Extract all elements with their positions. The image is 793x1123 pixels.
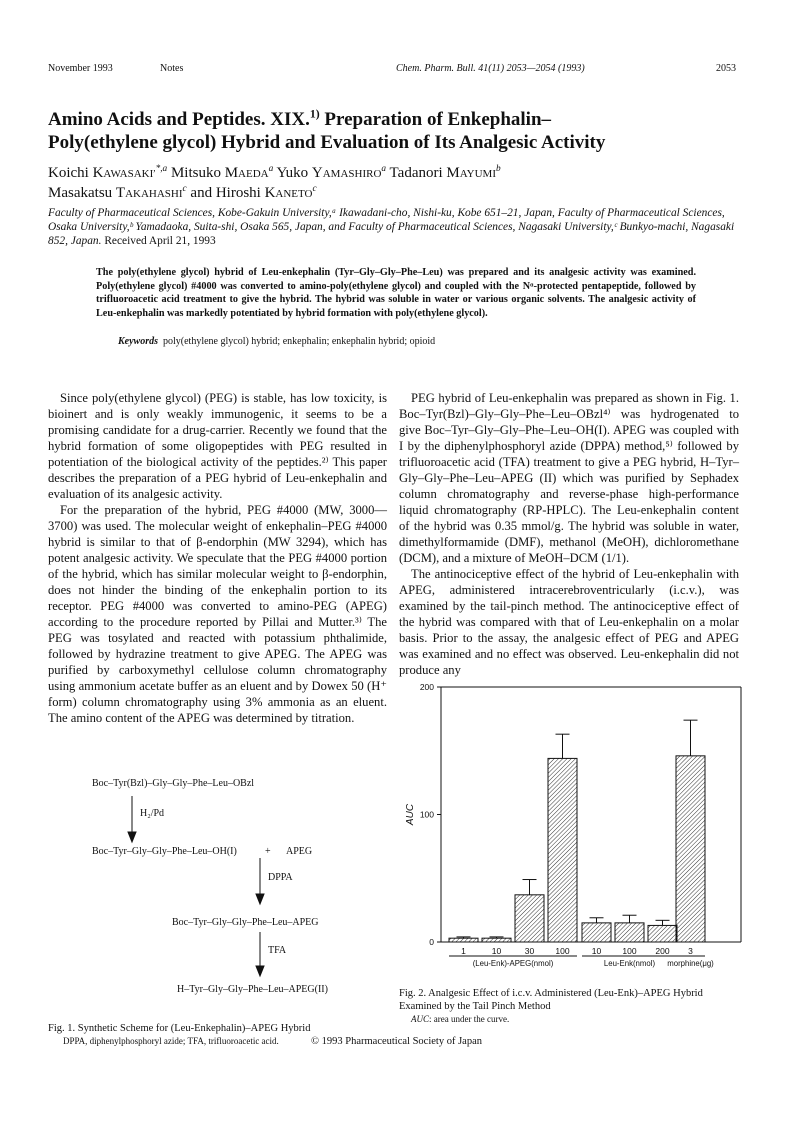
body-paragraph: The antinociceptive effect of the hybrid of Leu-enkephalin with APEG, administered intracerebroventricularly (i.c.v.), was examined by the tail-pinch method. The antinociceptive effect of the hybrid was compared with that of Leu-enkephalin on a molar basis. Prior to the assay, the analgesic effect of PEG and APEG was examined and no effect was observed. Leu-enkephalin did not produce any	[399, 567, 739, 677]
figure-1-caption: Fig. 1. Synthetic Scheme for (Leu-Enkephalin)–APEG Hybrid	[48, 1023, 311, 1034]
author-last-name: Yamashiro	[311, 165, 382, 181]
author-affiliation-mark: ,*,a	[153, 164, 168, 174]
author-last-name: Mayumi	[446, 165, 496, 181]
author-first-name: Tadanori	[389, 165, 447, 181]
scheme-step4: H–Tyr–Gly–Gly–Phe–Leu–APEG(II)	[177, 984, 328, 995]
scheme-apeg: APEG	[286, 846, 313, 857]
author-affiliation-mark: c	[182, 184, 187, 194]
scheme-step2: Boc–Tyr–Gly–Gly–Phe–Leu–OH(I)	[92, 846, 237, 857]
x-tick-label: 30	[524, 946, 535, 956]
bar	[676, 756, 705, 942]
author-first-name: Masakatsu	[48, 185, 116, 201]
body-left-column	[48, 390, 387, 726]
author-name	[390, 165, 501, 181]
bar	[582, 923, 611, 942]
x-tick-label: 10	[491, 946, 502, 956]
header-section: Notes	[160, 63, 184, 74]
group-label: morphine(μg)	[667, 959, 714, 968]
author-name	[276, 165, 386, 181]
author-affiliation-mark: a	[381, 164, 387, 174]
title-line1: Amino Acids and Peptides. XIX.	[48, 109, 310, 130]
body-paragraph: Since poly(ethylene glycol) (PEG) is stable, has low toxicity, is bioinert and is only weakly immunogenic, it seems to be a promising candidate for a drug-carrier. Recently we found that the hybrid formation of some oligopeptides with PEG resulted in potentiation of the biological activity of the peptides.²⁾ This paper describes the preparation of a PEG hybrid of Leu-enkephalin and evaluation of its analgesic activity.	[48, 391, 387, 501]
x-tick-label: 200	[655, 946, 670, 956]
x-tick-label: 3	[688, 946, 693, 956]
author-first-name: Yuko	[276, 165, 312, 181]
author-affiliation-mark: a	[268, 164, 274, 174]
scheme-reagent-dppa: DPPA	[268, 872, 293, 883]
bar	[449, 938, 478, 942]
bar	[548, 758, 577, 942]
auc-abbrev: AUC	[411, 1014, 429, 1024]
scheme-arrows	[60, 772, 390, 1012]
author-name	[48, 185, 187, 201]
x-tick-label: 10	[591, 946, 602, 956]
group-label: Leu-Enk(nmol)	[603, 959, 656, 968]
scheme-reagent-h2pd: H₂/Pd	[140, 808, 165, 819]
author-first-name: Koichi	[48, 165, 93, 181]
copyright-footer: © 1993 Pharmaceutical Society of Japan	[311, 1036, 482, 1047]
body-paragraph: PEG hybrid of Leu-enkephalin was prepared as shown in Fig. 1. Boc–Tyr(Bzl)–Gly–Gly–Phe–Leu–OBzl⁴⁾ was hydrogenated to give Boc–Tyr–Gly–Gly–Phe–Leu–OH(I). APEG was coupled with I by the diphenylphosphoryl azide (DPPA) method,⁵⁾ followed by trifluoroacetic acid (TFA) treatment to give a PEG hybrid, H–Tyr–Gly–Gly–Phe–Leu–APEG (II) which was purified by Sephadex column chromatography and reverse-phase high-performance liquid chromatography (RP-HPLC). The Leu-enkephalin content of the hybrid was 0.35 mmol/g. The hybrid was soluble in water, dimethylformamide (DMF), methanol (MeOH), dichloromethane (DCM), and a mixture of MeOH–DCM (1/1).	[399, 391, 739, 565]
author-last-name: Kaneto	[264, 185, 313, 201]
author-last-name: Takahashi	[115, 185, 183, 201]
figure-1-scheme	[60, 772, 390, 1012]
keywords	[118, 336, 435, 347]
x-tick-label: 100	[622, 946, 637, 956]
body-right-column	[399, 390, 739, 678]
author-last-name: Kawasaki	[92, 165, 154, 181]
bar	[615, 923, 644, 942]
scheme-step1: Boc–Tyr(Bzl)–Gly–Gly–Phe–Leu–OBzl	[92, 778, 255, 789]
author-name	[171, 165, 273, 181]
affiliations	[48, 206, 748, 248]
author-name	[48, 165, 167, 181]
author-first-name: Hiroshi	[215, 185, 265, 201]
abstract: The poly(ethylene glycol) hybrid of Leu-enkephalin (Tyr–Gly–Gly–Phe–Leu) was prepared and its analgesic activity was examined. Poly(ethylene glycol) #4000 was converted to amino-poly(ethylene glycol) and coupled with the Nᵅ-protected pentapeptide, followed by trifluoroacetic acid treatment to give the hybrid. The hybrid was soluble in water or various organic solvents. The analgesic activity of Leu-enkephalin was markedly potentiated by hybrid formation with poly(ethylene glycol).	[96, 267, 696, 319]
keywords-label: Keywords	[118, 336, 158, 347]
figure-2-caption-note	[399, 1013, 703, 1026]
scheme-reagent-tfa: TFA	[268, 945, 287, 956]
bar	[482, 938, 511, 942]
x-tick-label: 1	[461, 946, 466, 956]
header-page-number: 2053	[716, 63, 736, 74]
bar	[515, 895, 544, 942]
header-date: November 1993	[48, 63, 113, 74]
author-affiliation-mark: c	[312, 184, 317, 194]
y-tick-label: 200	[419, 682, 434, 692]
keywords-text: poly(ethylene glycol) hybrid; enkephalin; enkephalin hybrid; opioid	[163, 336, 436, 347]
y-tick-label: 100	[419, 809, 434, 820]
author-affiliation-mark: b	[496, 164, 501, 174]
y-axis-label: AUC	[405, 803, 416, 826]
scheme-plus: +	[265, 846, 271, 857]
article-title	[48, 108, 748, 154]
author-first-name: Mitsuko	[170, 165, 225, 181]
body-paragraph: For the preparation of the hybrid, PEG #4000 (MW, 3000—3700) was used. The molecular weight of enkephalin–PEG #4000 hybrid is similar to that of β-endorphin (MW 3294), which has potent analgesic activity. We speculate that the PEG #4000 portion of the hybrid, which has similar molecular weight to β-endorphin, does not hinder the binding of the enkephalin portion to its receptor. PEG #4000 was converted to amino-PEG (APEG) according to the procedure reported by Pillai and Mutter.³⁾ The PEG was tosylated and reacted with potassium phthalimide, followed by hydrazine treatment to give APEG. The APEG was purified by carboxymethyl cellulose column chromatography using ammonium acetate buffer as an eluent and by Dowex 50 (H⁺ form) column chromatography using 3% ammonia as an eluent. The amino content of the APEG was determined by titration.	[48, 503, 387, 725]
figure-2-caption-line2: Examined by the Tail Pinch Method	[399, 1001, 551, 1012]
title-line1b: Preparation of Enkephalin–	[319, 109, 552, 130]
auc-definition: : area under the curve.	[429, 1014, 510, 1024]
figure-2-chart	[399, 676, 744, 988]
figure-2-caption	[399, 987, 703, 1026]
x-tick-label: 100	[555, 946, 570, 956]
figure-1-caption-note: DPPA, diphenylphosphoryl azide; TFA, trifluoroacetic acid.	[63, 1036, 279, 1046]
title-line2: Poly(ethylene glycol) Hybrid and Evaluation of Its Analgesic Activity	[48, 132, 606, 153]
author-name	[216, 185, 317, 201]
received-date: Received April 21, 1993	[104, 235, 216, 247]
group-label: (Leu-Enk)-APEG(nmol)	[472, 959, 554, 968]
figure-2-caption-line1: Fig. 2. Analgesic Effect of i.c.v. Administered (Leu-Enk)–APEG Hybrid	[399, 988, 703, 999]
title-ref: 1)	[309, 107, 320, 121]
author-list: Koichi Kawasaki$^{,*,a}$ Mitsuko Maeda$^a$ Yuko Yamashiro$^a$ Tadanori Mayumi$^b$ Masakatsu Takahashi$^c$ and Hiroshi Kaneto$^c$	[48, 164, 501, 201]
header-journal: Chem. Pharm. Bull. 41(11) 2053—2054 (1993)	[396, 63, 585, 74]
author-last-name: Maeda	[224, 165, 269, 181]
bar	[648, 925, 677, 942]
y-tick-label: 0	[429, 937, 434, 947]
scheme-step3: Boc–Tyr–Gly–Gly–Phe–Leu–APEG	[172, 917, 319, 928]
affiliation-text: Faculty of Pharmaceutical Sciences, Kobe-Gakuin University,ᵃ Ikawadani-cho, Nishi-ku, Kobe 651–21, Japan, Faculty of Pharmaceutical Sciences, Osaka University,ᵇ Yamadaoka, Suita-shi, Osaka 565, Japan, and Faculty of Pharmaceutical Sciences, Nagasaki University,ᶜ Bunkyo-machi, Nagasaki 852, Japan.	[48, 207, 735, 247]
